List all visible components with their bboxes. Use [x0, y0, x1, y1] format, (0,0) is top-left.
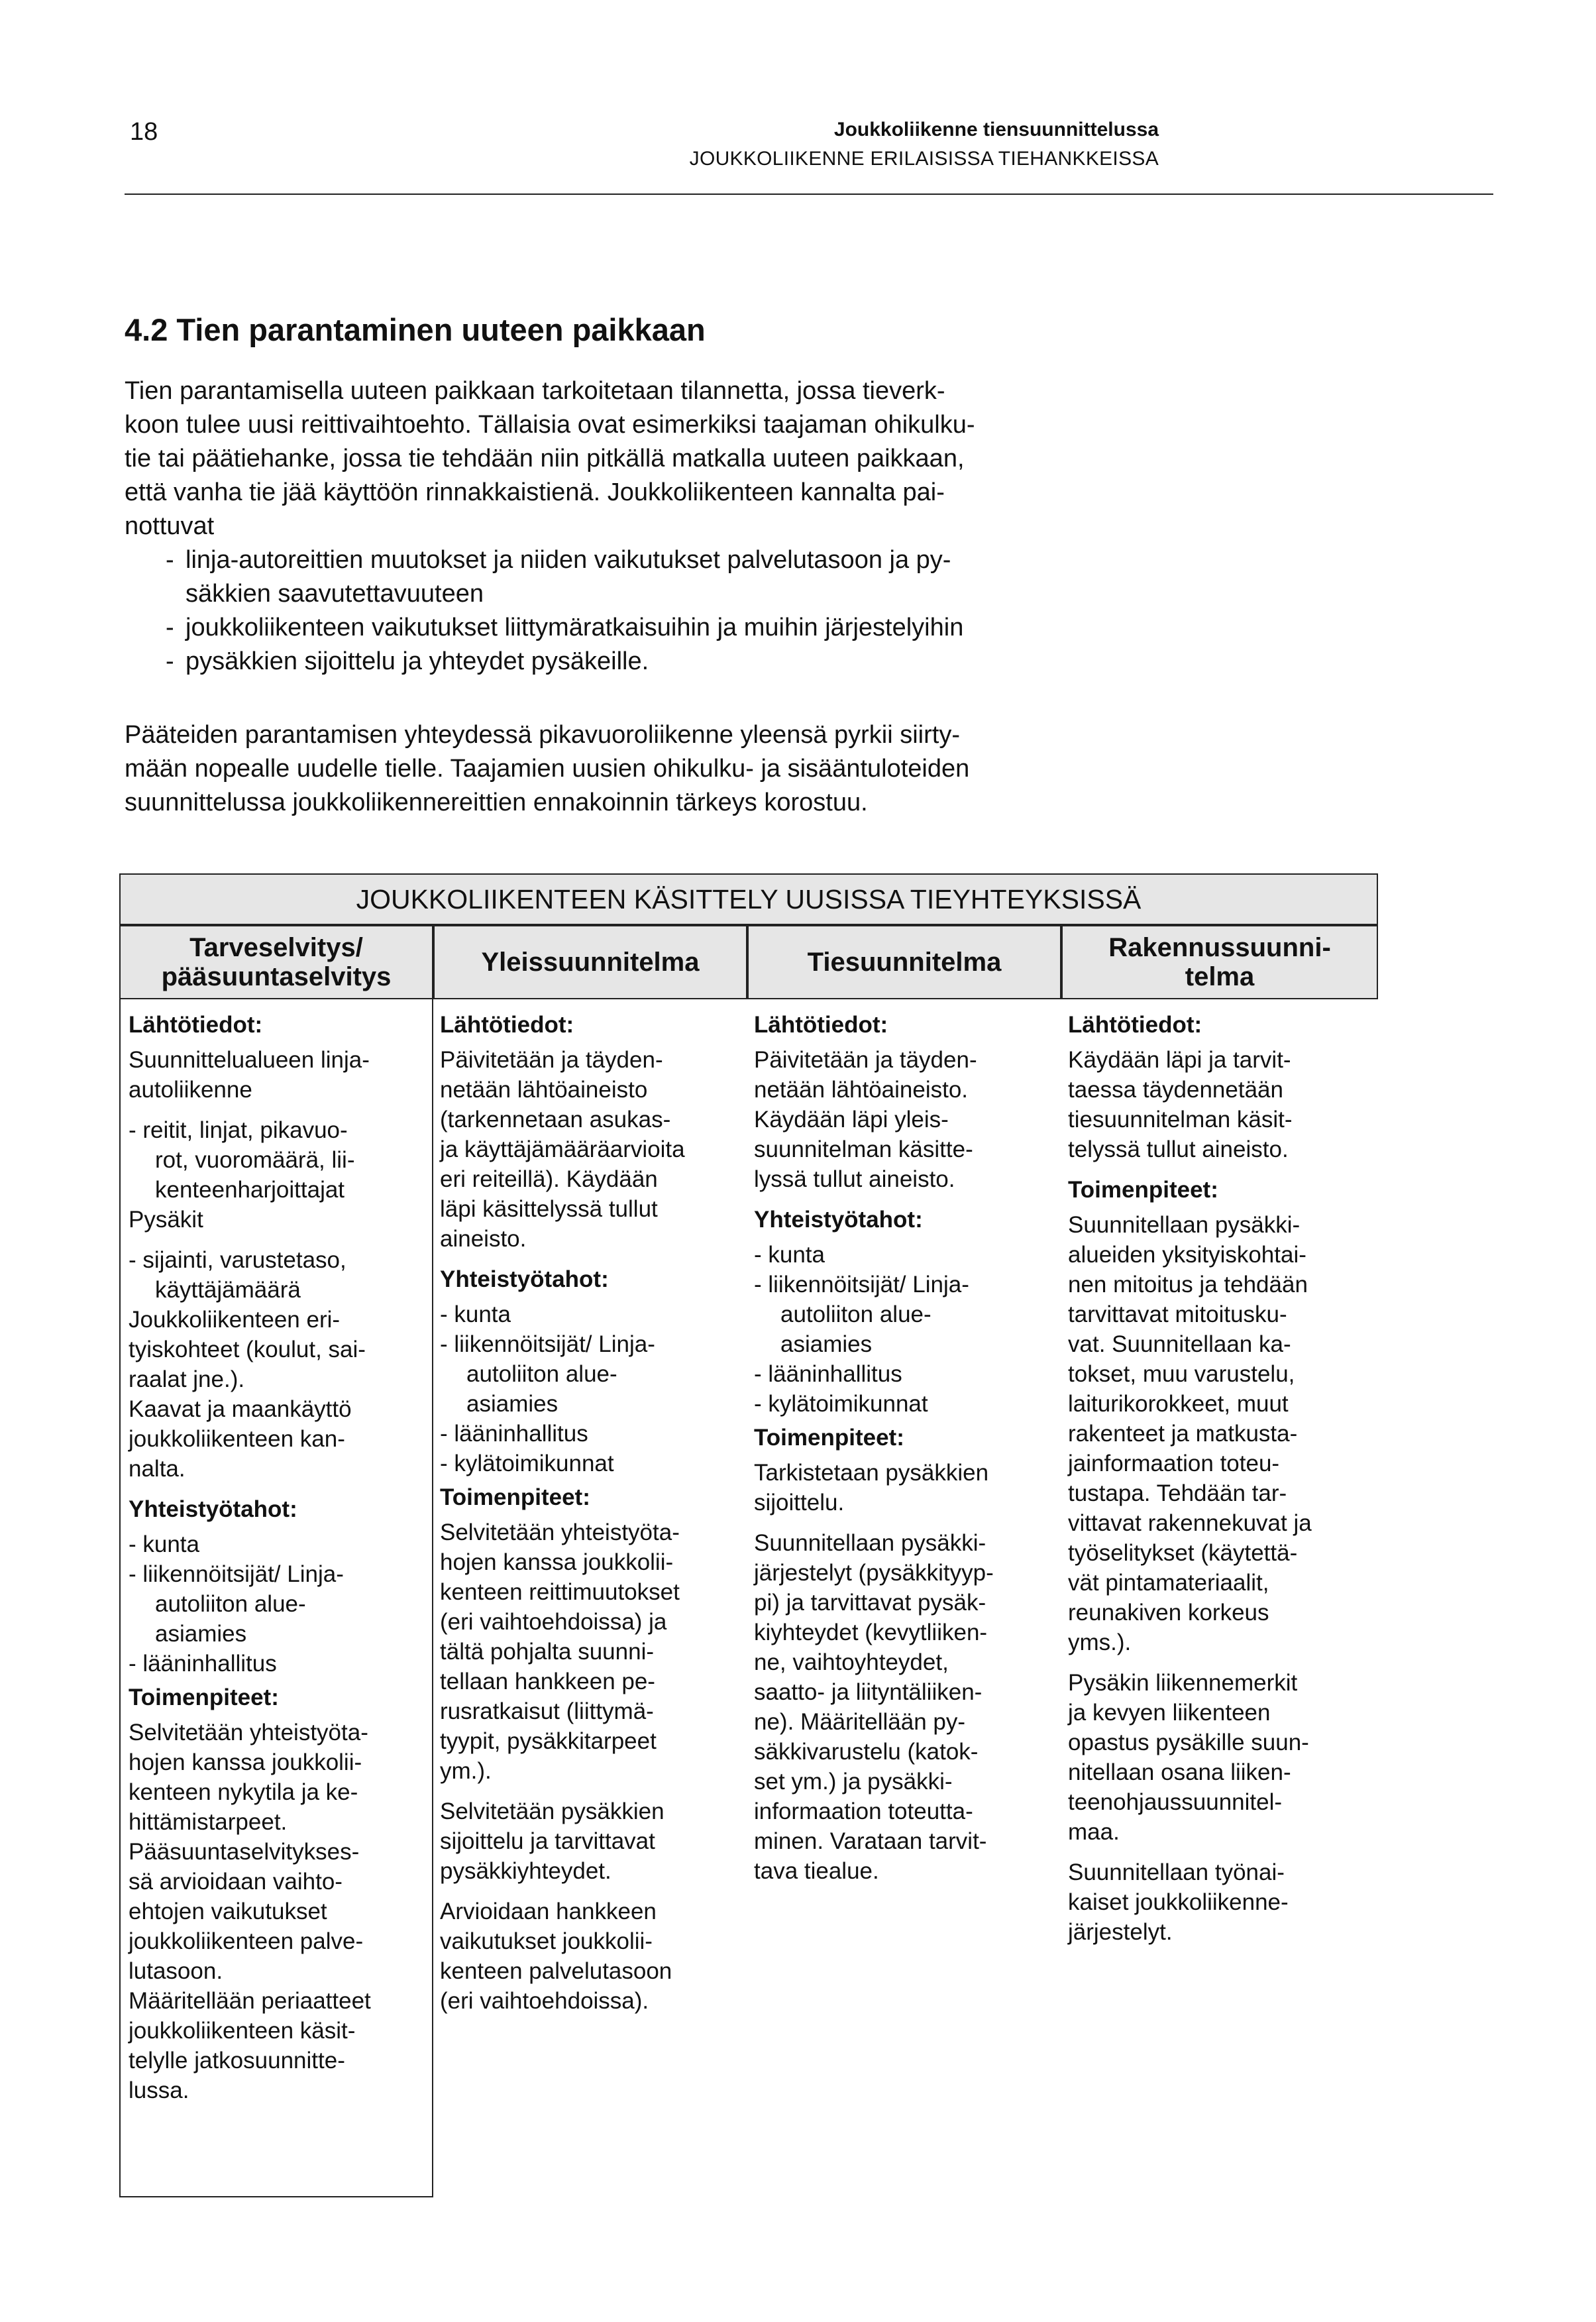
text-line: rot, vuoromäärä, lii-: [155, 1147, 355, 1173]
list-item: [754, 1270, 1045, 1359]
text-line: nalta.: [129, 1456, 186, 1482]
text-line: pysäkkiyhteydet.: [440, 1858, 612, 1884]
text-line: nitellaan osana liiken-: [1068, 1759, 1291, 1785]
text-line: tava tiealue.: [754, 1858, 879, 1884]
text-line: yms.).: [1068, 1630, 1132, 1655]
running-header: [231, 115, 1159, 174]
text-line: saatto- ja liityntäliiken-: [754, 1679, 983, 1705]
text-line: (eri vaihtoehdoissa).: [440, 1988, 649, 2014]
text-line: nen mitoitus ja tehdään: [1068, 1272, 1308, 1298]
text-line: ja kevyen liikenteen: [1068, 1700, 1271, 1726]
list-item: [129, 1115, 420, 1205]
text-line: (tarkennetaan asukas-: [440, 1107, 671, 1133]
text-block: [129, 1045, 420, 1105]
text-block: [129, 1718, 420, 2105]
text-line: linja-autoreittien muutokset ja niiden vaikutukset palvelutasoon ja py-: [186, 546, 951, 574]
text-line: - reitit, linjat, pikavuo-: [129, 1117, 348, 1143]
column-body: [1068, 1006, 1359, 1958]
process-table: [119, 873, 1378, 2199]
text-block: [754, 1045, 1045, 1194]
text-line: sä arvioidaan vaihto-: [129, 1869, 343, 1895]
text-line: asiamies: [780, 1331, 873, 1357]
text-line: tältä pohjalta suunni-: [440, 1639, 654, 1665]
text-line: tie tai päätiehanke, jossa tie tehdään niin pitkällä matkalla uuteen paikkaan,: [125, 445, 965, 472]
text-line: kenteen reittimuutokset: [440, 1579, 680, 1605]
text-line: kenteen nykytila ja ke-: [129, 1779, 358, 1805]
text-line: lutasoon.: [129, 1958, 223, 1984]
text-block: [440, 1797, 731, 1886]
text-block: [754, 1528, 1045, 1886]
field-label: Toimenpiteet:: [754, 1425, 904, 1451]
text-line: raalat jne.).: [129, 1366, 245, 1392]
field-label: Toimenpiteet:: [129, 1685, 279, 1710]
text-line: joukkoliikenteen vaikutukset liittymäratkaisuihin ja muihin järjestelyihin: [186, 614, 964, 641]
list-item: [754, 1389, 1045, 1419]
text-block: [1068, 1210, 1359, 1657]
text-line: joukkoliikenteen palve-: [129, 1928, 364, 1954]
text-line: säkkivarustelu (katok-: [754, 1739, 979, 1765]
text-line: hittämistarpeet.: [129, 1809, 288, 1835]
text-line: - sijainti, varustetaso,: [129, 1247, 346, 1273]
column-border: [119, 925, 121, 2197]
text-line: minen. Varataan tarvit-: [754, 1828, 987, 1854]
text-line: Arvioidaan hankkeen: [440, 1899, 657, 1924]
text-line: pysäkkien sijoittelu ja yhteydet pysäkeille.: [186, 647, 649, 675]
text-line: käyttäjämäärä: [155, 1277, 301, 1303]
text-line: tokset, muu varustelu,: [1068, 1361, 1295, 1387]
column-body: [754, 1006, 1045, 1897]
field-label: Lähtötiedot:: [440, 1012, 574, 1038]
heading-line: Tarveselvitys/: [189, 933, 363, 962]
text-block: [1068, 1045, 1359, 1164]
text-line: Selvitetään yhteistyöta-: [129, 1720, 368, 1745]
column-heading-tiesuunnitelma: [747, 925, 1061, 999]
header-title: Joukkoliikenne tiensuunnittelussa: [833, 119, 1159, 140]
text-line: Tien parantamisella uuteen paikkaan tarkoitetaan tilannetta, jossa tieverk-: [125, 377, 945, 405]
text-line: Pysäkin liikennemerkit: [1068, 1670, 1298, 1696]
text-line: Tarkistetaan pysäkkien: [754, 1460, 989, 1486]
text-line: Selvitetään pysäkkien: [440, 1798, 665, 1824]
column-heading-rakennussuunnitelma: [1061, 925, 1378, 999]
text-line: autoliiton alue-: [780, 1301, 931, 1327]
text-line: (eri vaihtoehdoissa) ja: [440, 1609, 667, 1635]
field-label: Lähtötiedot:: [129, 1012, 263, 1038]
heading-line: Yleissuunnitelma: [481, 948, 700, 977]
text-line: opastus pysäkille suun-: [1068, 1730, 1309, 1755]
text-line: reunakiven korkeus: [1068, 1600, 1269, 1626]
field-label: Lähtötiedot:: [754, 1012, 888, 1038]
text-line: vat. Suunnitellaan ka-: [1068, 1331, 1291, 1357]
text-line: Kaavat ja maankäyttö: [129, 1396, 352, 1422]
bullet-list: [125, 543, 1171, 679]
list-item: [440, 1419, 731, 1449]
field-label: Yhteistyötahot:: [129, 1496, 297, 1522]
list-item: [129, 1245, 420, 1305]
field-label: Lähtötiedot:: [1068, 1012, 1202, 1038]
column-body: [440, 1006, 731, 2026]
text-line: jainformaation toteu-: [1068, 1451, 1280, 1476]
text-line: tyypit, pysäkkitarpeet: [440, 1728, 657, 1754]
text-line: - kylätoimikunnat: [754, 1391, 928, 1417]
text-line: hojen kanssa joukkolii-: [440, 1549, 674, 1575]
text-line: sijoittelu.: [754, 1490, 845, 1516]
list-item: [129, 1529, 420, 1559]
list-item: [129, 1559, 420, 1649]
text-line: aineisto.: [440, 1226, 527, 1252]
text-line: Käydään läpi yleis-: [754, 1107, 949, 1133]
column-border: [432, 925, 433, 2197]
text-line: säkkien saavutettavuuteen: [186, 580, 484, 608]
section-body: [125, 311, 1171, 820]
text-line: ne). Määritellään py-: [754, 1709, 966, 1735]
heading-line: Tiesuunnitelma: [807, 948, 1002, 977]
text-line: mään nopealle uudelle tielle. Taajamien uusien ohikulku- ja sisääntuloteiden: [125, 755, 970, 783]
text-block: [1068, 1857, 1359, 1947]
text-line: hojen kanssa joukkolii-: [129, 1749, 362, 1775]
closing-paragraph: [125, 718, 1171, 820]
column-heading-tarveselvitys: [119, 925, 433, 999]
text-line: että vanha tie jää käyttöön rinnakkaistienä. Joukkoliikenteen kannalta pai-: [125, 478, 945, 506]
header-rule: [125, 194, 1493, 195]
text-line: tarvittavat mitoitusku-: [1068, 1301, 1287, 1327]
text-block: [1068, 1668, 1359, 1847]
text-line: läpi käsittelyssä tullut: [440, 1196, 658, 1222]
text-line: kenteen palvelutasoon: [440, 1958, 672, 1984]
text-line: teenohjaussuunnitel-: [1068, 1789, 1283, 1815]
text-line: - lääninhallitus: [129, 1651, 277, 1677]
field-label: Toimenpiteet:: [440, 1484, 590, 1510]
text-line: set ym.) ja pysäkki-: [754, 1769, 953, 1795]
text-line: vät pintamateriaalit,: [1068, 1570, 1269, 1596]
list-item: - linja-autoreittien muutokset ja niiden vaikutukset palvelutasoon ja py- säkkien saavutettavuuteen: [125, 543, 1171, 611]
text-line: tyiskohteet (koulut, sai-: [129, 1337, 366, 1362]
text-line: ja käyttäjämääräarvioita: [440, 1136, 685, 1162]
text-line: tiesuunnitelman käsit-: [1068, 1107, 1293, 1133]
text-line: Pääsuuntaselvitykses-: [129, 1839, 360, 1865]
text-line: kaiset joukkoliikenne-: [1068, 1889, 1289, 1915]
text-line: tellaan hankkeen pe-: [440, 1669, 655, 1694]
text-line: kiyhteydet (kevytliiken-: [754, 1620, 988, 1645]
text-line: - kunta: [440, 1301, 511, 1327]
text-line: tustapa. Tehdään tar-: [1068, 1480, 1287, 1506]
text-line: taessa täydennetään: [1068, 1077, 1283, 1103]
text-line: Pysäkit: [129, 1207, 203, 1233]
text-line: maa.: [1068, 1819, 1120, 1845]
list-item: - joukkoliikenteen vaikutukset liittymäratkaisuihin ja muihin järjestelyihin: [125, 611, 1171, 645]
heading-line: Rakennussuunni-: [1108, 933, 1331, 962]
text-line: autoliikenne: [129, 1077, 252, 1103]
text-line: rusratkaisut (liittymä-: [440, 1698, 654, 1724]
table-title: JOUKKOLIIKENTEEN KÄSITTELY UUSISSA TIEYHTEYKSISSÄ: [119, 873, 1378, 925]
text-line: suunnittelussa joukkoliikennereittien ennakoinnin tärkeys korostuu.: [125, 789, 868, 816]
text-line: joukkoliikenteen kan-: [129, 1426, 345, 1452]
text-line: työselitykset (käytettä-: [1068, 1540, 1298, 1566]
text-line: - kunta: [129, 1531, 199, 1557]
text-line: Suunnittelualueen linja-: [129, 1047, 370, 1073]
text-line: - lääninhallitus: [754, 1361, 902, 1387]
text-line: - liikennöitsijät/ Linja-: [754, 1272, 969, 1298]
list-item: [754, 1240, 1045, 1270]
text-line: vittavat rakennekuvat ja: [1068, 1510, 1312, 1536]
text-line: asiamies: [466, 1391, 559, 1417]
text-line: vaikutukset joukkolii-: [440, 1928, 653, 1954]
field-label: Yhteistyötahot:: [754, 1207, 923, 1233]
text-block: [754, 1458, 1045, 1518]
text-line: netään lähtöaineisto: [440, 1077, 648, 1103]
heading-line: telma: [1185, 962, 1255, 991]
text-block: [129, 1305, 420, 1484]
text-line: telylle jatkosuunnitte-: [129, 2048, 345, 2073]
text-line: sijoittelu ja tarvittavat: [440, 1828, 655, 1854]
text-line: järjestelyt.: [1068, 1919, 1173, 1945]
text-line: lyssä tullut aineisto.: [754, 1166, 955, 1192]
heading-line: pääsuuntaselvitys: [161, 962, 392, 991]
text-line: eri reiteillä). Käydään: [440, 1166, 658, 1192]
list-item: [440, 1449, 731, 1478]
text-line: järjestelyt (pysäkkityyp-: [754, 1560, 994, 1586]
text-line: pi) ja tarvittavat pysäk-: [754, 1590, 986, 1616]
intro-paragraph: [125, 374, 1171, 543]
page-number: 18: [130, 118, 158, 146]
text-line: - liikennöitsijät/ Linja-: [129, 1561, 344, 1587]
column-border: [119, 2196, 433, 2197]
text-line: netään lähtöaineisto.: [754, 1077, 969, 1103]
text-line: - liikennöitsijät/ Linja-: [440, 1331, 655, 1357]
text-line: autoliiton alue-: [155, 1591, 306, 1617]
text-line: Päivitetään ja täyden-: [754, 1047, 977, 1073]
text-line: rakenteet ja matkusta-: [1068, 1421, 1298, 1447]
text-line: Selvitetään yhteistyöta-: [440, 1520, 680, 1545]
text-line: alueiden yksityiskohtai-: [1068, 1242, 1306, 1268]
text-line: Määritellään periaatteet: [129, 1988, 371, 2014]
text-line: telyssä tullut aineisto.: [1068, 1136, 1289, 1162]
text-line: koon tulee uusi reittivaihtoehto. Tällaisia ovat esimerkiksi taajaman ohikulku-: [125, 411, 975, 439]
text-line: suunnitelman käsitte-: [754, 1136, 973, 1162]
text-block: [440, 1897, 731, 2016]
text-line: Pääteiden parantamisen yhteydessä pikavuoroliikenne yleensä pyrkii siirty-: [125, 721, 960, 749]
list-item: [440, 1299, 731, 1329]
text-line: laiturikorokkeet, muut: [1068, 1391, 1289, 1417]
column-body: [129, 1006, 420, 2116]
text-block: [129, 1205, 420, 1235]
text-line: ne, vaihtoyhteydet,: [754, 1649, 949, 1675]
field-label: Toimenpiteet:: [1068, 1177, 1218, 1203]
column-heading-yleissuunnitelma: [433, 925, 747, 999]
text-block: [440, 1045, 731, 1254]
text-line: joukkoliikenteen käsit-: [129, 2018, 356, 2044]
text-line: informaation toteutta-: [754, 1798, 973, 1824]
text-line: Suunnitellaan pysäkki-: [754, 1530, 986, 1556]
text-line: Suunnitellaan työnai-: [1068, 1859, 1285, 1885]
field-label: Yhteistyötahot:: [440, 1266, 609, 1292]
text-line: asiamies: [155, 1621, 247, 1647]
text-line: Joukkoliikenteen eri-: [129, 1307, 341, 1333]
section-heading: 4.2 Tien parantaminen uuteen paikkaan: [125, 312, 706, 347]
list-item: [129, 1649, 420, 1679]
text-line: kenteenharjoittajat: [155, 1177, 345, 1203]
text-line: Käydään läpi ja tarvit-: [1068, 1047, 1291, 1073]
text-line: Suunnitellaan pysäkki-: [1068, 1212, 1301, 1238]
text-line: nottuvat: [125, 512, 215, 540]
text-line: lussa.: [129, 2077, 189, 2103]
text-line: - kylätoimikunnat: [440, 1451, 614, 1476]
list-item: - pysäkkien sijoittelu ja yhteydet pysäkeille.: [125, 645, 1171, 679]
text-line: ym.).: [440, 1758, 492, 1784]
text-line: ehtojen vaikutukset: [129, 1899, 327, 1924]
text-line: autoliiton alue-: [466, 1361, 617, 1387]
text-line: - kunta: [754, 1242, 825, 1268]
text-line: Päivitetään ja täyden-: [440, 1047, 663, 1073]
list-item: [754, 1359, 1045, 1389]
header-subtitle: JOUKKOLIIKENNE ERILAISISSA TIEHANKKEISSA: [689, 148, 1159, 170]
list-item: [440, 1329, 731, 1419]
text-line: - lääninhallitus: [440, 1421, 588, 1447]
text-block: [440, 1518, 731, 1786]
